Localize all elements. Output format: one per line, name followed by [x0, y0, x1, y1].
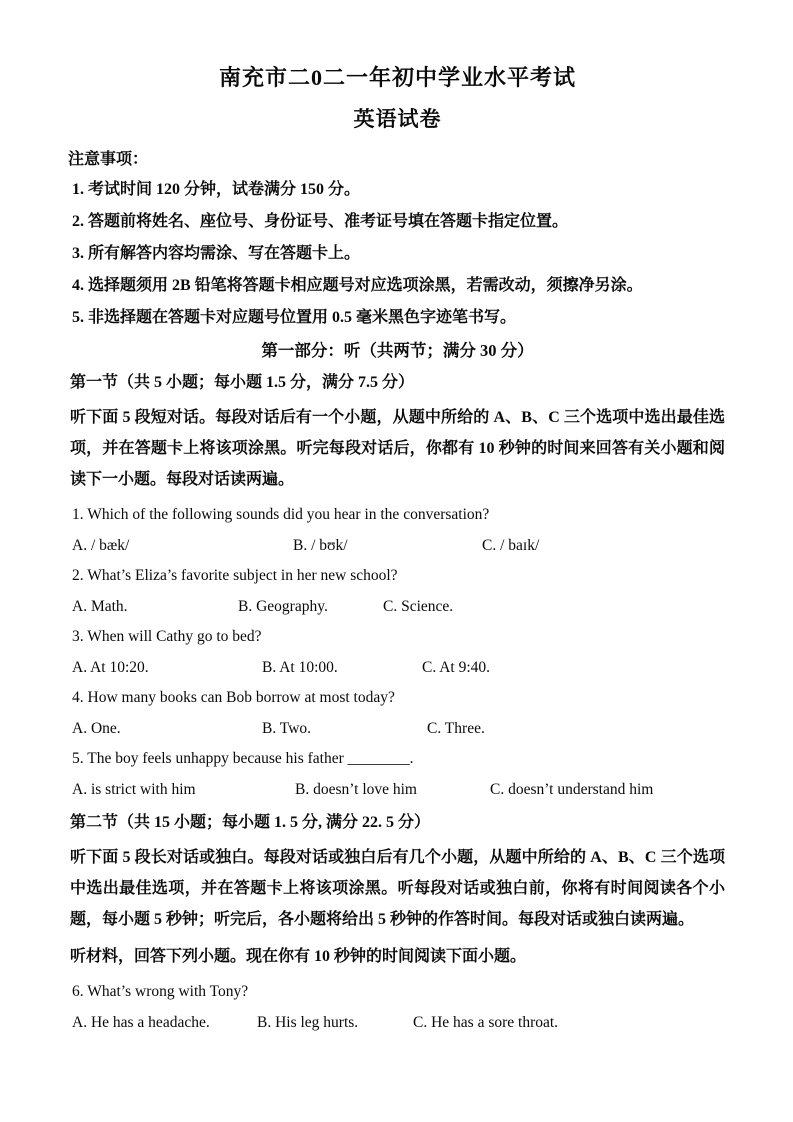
notice-item-1: 1. 考试时间 120 分钟，试卷满分 150 分。	[72, 181, 361, 198]
question-6-options	[72, 1013, 725, 1033]
section2-material-note: 听材料，回答下列小题。现在你有 10 秒钟的时间阅读下面小题。	[70, 948, 527, 965]
question-5-text: 5. The boy feels unhappy because his father ________.	[72, 750, 414, 767]
question-5-option-b: B. doesn’t love him	[295, 781, 417, 798]
question-4-option-a: A. One.	[72, 720, 121, 737]
page-title: 南充市二0二一年初中学业水平考试	[218, 65, 576, 90]
question-2-options	[72, 597, 725, 617]
question-4-text: 4. How many books can Bob borrow at most today?	[72, 689, 395, 706]
notice-item-2: 2. 答题前将姓名、座位号、身份证号、准考证号填在答题卡指定位置。	[72, 213, 569, 230]
question-6-option-c: C. He has a sore throat.	[413, 1014, 559, 1031]
notice-heading: 注意事项：	[68, 151, 149, 168]
notice-item-5: 5. 非选择题在答题卡对应题号位置用 0.5 毫米黑色字迹笔书写。	[72, 309, 517, 326]
question-1-option-b: B. / bʊk/	[293, 537, 348, 554]
question-1	[70, 505, 725, 556]
question-5-option-c: C. doesn’t understand him	[490, 781, 654, 798]
question-4	[70, 688, 725, 739]
question-6-option-a: A. He has a headache.	[72, 1014, 210, 1031]
question-3-option-c: C. At 9:40.	[422, 659, 491, 676]
question-3	[70, 627, 725, 678]
question-4-option-c: C. Three.	[427, 720, 485, 737]
part1-heading: 第一部分：听（共两节；满分 30 分）	[261, 341, 534, 360]
question-5-options	[72, 780, 725, 800]
question-2-text: 2. What’s Eliza’s favorite subject in her new school?	[72, 567, 398, 584]
question-1-text: 1. Which of the following sounds did you hear in the conversation?	[72, 506, 490, 523]
question-6	[70, 982, 725, 1033]
question-3-option-a: A. At 10:20.	[72, 659, 149, 676]
page-subtitle: 英语试卷	[353, 107, 442, 131]
question-6-text: 6. What’s wrong with Tony?	[72, 983, 249, 1000]
section2-instructions: 听下面 5 段长对话或独白。每段对话或独白后有几个小题，从题中所给的 A、B、C 三个选项中选出最佳选项，并在答题卡上将该项涂黑。听每段对话或独白前，你将有时间阅读各个小题，每小题 5 秒钟；听完后，各小题将给出 5 秒钟的作答时间。每段对话或独白读两遍。	[70, 849, 725, 928]
question-6-option-b: B. His leg hurts.	[257, 1014, 359, 1031]
question-4-options	[72, 719, 725, 739]
question-1-option-c: C. / baɪk/	[482, 537, 540, 554]
question-2-option-a: A. Math.	[72, 598, 128, 615]
notice-item-4: 4. 选择题须用 2B 铅笔将答题卡相应题号对应选项涂黑，若需改动，须擦净另涂。	[72, 277, 643, 294]
notice-item-3: 3. 所有解答内容均需涂、写在答题卡上。	[72, 245, 361, 262]
question-5	[70, 749, 725, 800]
question-1-option-a: A. / bæk/	[72, 537, 130, 554]
question-1-options	[72, 536, 725, 556]
question-4-option-b: B. Two.	[262, 720, 312, 737]
question-3-option-b: B. At 10:00.	[262, 659, 338, 676]
section1-heading: 第一节（共 5 小题；每小题 1.5 分，满分 7.5 分）	[70, 374, 415, 391]
section2-heading: 第二节（共 15 小题；每小题 1. 5 分, 满分 22. 5 分）	[70, 814, 431, 831]
question-3-text: 3. When will Cathy go to bed?	[72, 628, 262, 645]
question-5-option-a: A. is strict with him	[72, 781, 196, 798]
question-2	[70, 566, 725, 617]
question-3-options	[72, 658, 725, 678]
question-2-option-c: C. Science.	[383, 598, 454, 615]
section1-instructions: 听下面 5 段短对话。每段对话后有一个小题，从题中所给的 A、B、C 三个选项中选出最佳选项，并在答题卡上将该项涂黑。听完每段对话后，你都有 10 秒钟的时间来回答有关小题和阅读下一小题。每段对话读两遍。	[70, 409, 725, 488]
question-2-option-b: B. Geography.	[238, 598, 328, 615]
